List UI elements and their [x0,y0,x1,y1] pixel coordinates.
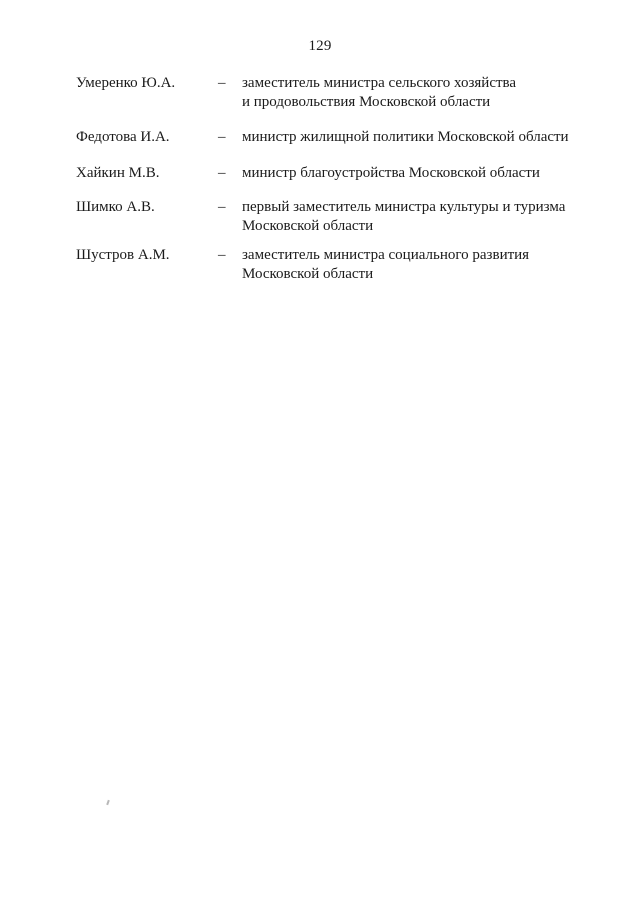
dash-separator: – [218,165,226,181]
official-role [242,128,602,147]
list-item [0,128,640,168]
official-role [242,164,602,183]
dash-separator: – [218,247,226,263]
role-line: Московской области [242,266,374,282]
role-line: заместитель министра социального развития [242,247,530,263]
role-line: и продовольствия Московской области [242,94,491,110]
official-role [242,198,602,236]
role-line: министр жилищной политики Московской области [242,129,569,145]
official-name: Хайкин М.В. [76,165,160,181]
role-line: заместитель министра сельского хозяйства [242,75,517,91]
scan-speck [106,800,110,805]
page-number: 129 [308,38,332,54]
list-item [0,246,640,286]
official-role [242,74,602,112]
role-line: Московской области [242,218,374,234]
official-name: Шимко А.В. [76,199,155,215]
list-item [0,74,640,114]
dash-separator: – [218,75,226,91]
dash-separator: – [218,129,226,145]
official-name: Федотова И.А. [76,129,170,145]
official-name: Умеренко Ю.А. [76,75,176,91]
list-item [0,198,640,238]
role-line: первый заместитель министра культуры и туризма [242,199,566,215]
official-name: Шустров А.М. [76,247,170,263]
official-role [242,246,602,284]
role-line: министр благоустройства Московской области [242,165,540,181]
dash-separator: – [218,199,226,215]
